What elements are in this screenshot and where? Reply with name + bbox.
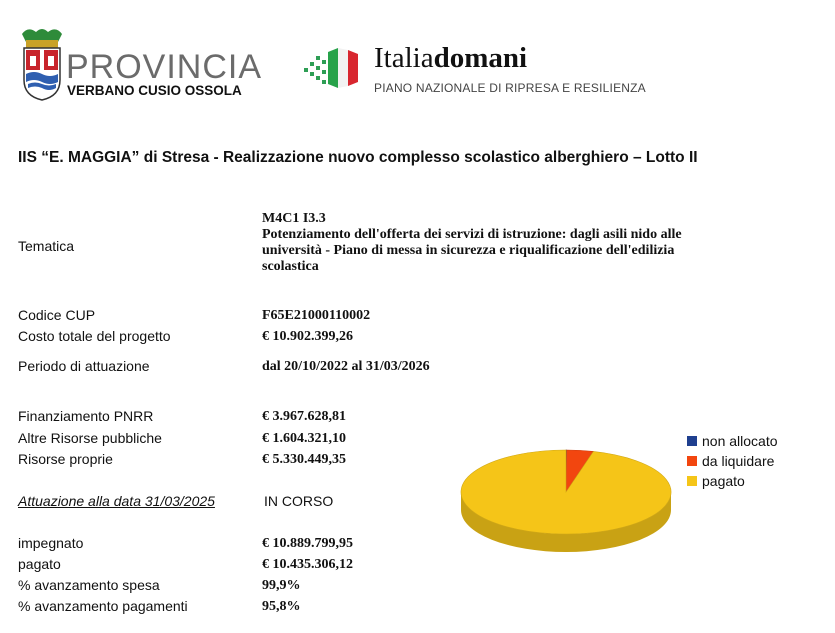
provincia-subtitle: VERBANO CUSIO OSSOLA <box>67 83 242 98</box>
legend-swatch-da-liquidare <box>687 456 697 466</box>
avanzamento-spesa-value: 99,9% <box>262 578 301 593</box>
impegnato-label: impegnato <box>18 535 84 551</box>
legend-swatch-pagato <box>687 476 697 486</box>
periodo-value: dal 20/10/2022 al 31/03/2026 <box>262 359 430 374</box>
costo-value: € 10.902.399,26 <box>262 329 353 344</box>
pnrr-label: Finanziamento PNRR <box>18 408 154 424</box>
altre-risorse-value: € 1.604.321,10 <box>262 431 346 446</box>
costo-label: Costo totale del progetto <box>18 328 171 344</box>
risorse-proprie-label: Risorse proprie <box>18 451 113 467</box>
tematica-code: M4C1 I3.3 <box>262 211 326 226</box>
attuazione-label: Attuazione alla data 31/03/2025 <box>18 493 215 509</box>
pnrr-value: € 3.967.628,81 <box>262 409 346 424</box>
cup-label: Codice CUP <box>18 307 96 323</box>
pagato-value: € 10.435.306,12 <box>262 557 353 572</box>
risorse-proprie-value: € 5.330.449,35 <box>262 452 346 467</box>
tematica-desc-line1: Potenziamento dell'offerta dei servizi di istruzione: dagli asili nido alle <box>262 227 682 242</box>
tematica-label: Tematica <box>18 238 75 254</box>
altre-risorse-label: Altre Risorse pubbliche <box>18 430 162 446</box>
avanzamento-pagamenti-label: % avanzamento pagamenti <box>18 598 188 614</box>
legend-item-da-liquidare: da liquidare <box>687 453 774 470</box>
legend-swatch-non-allocato <box>687 436 697 446</box>
provincia-crest-icon <box>14 26 70 102</box>
impegnato-value: € 10.889.799,95 <box>262 536 353 551</box>
italiadomani-subtitle: PIANO NAZIONALE DI RIPRESA E RESILIENZA <box>374 81 646 95</box>
provincia-wordmark: PROVINCIA <box>66 48 263 86</box>
avanzamento-pagamenti-value: 95,8% <box>262 599 301 614</box>
periodo-label: Periodo di attuazione <box>18 358 150 374</box>
pie-slice-pagato <box>461 450 671 534</box>
legend-item-non-allocato: non allocato <box>687 433 778 450</box>
page-title: IIS “E. MAGGIA” di Stresa - Realizzazione nuovo complesso scolastico alberghiero – Lotto II <box>18 149 698 166</box>
tematica-desc-line3: scolastica <box>262 259 319 274</box>
avanzamento-spesa-label: % avanzamento spesa <box>18 577 160 593</box>
pie-chart <box>440 440 680 580</box>
legend-item-pagato: pagato <box>687 473 745 490</box>
pagato-label: pagato <box>18 556 61 572</box>
italiadomani-wordmark: Italiadomani <box>374 42 528 74</box>
tematica-value <box>262 211 822 275</box>
attuazione-status: IN CORSO <box>264 493 334 509</box>
cup-value: F65E21000110002 <box>262 308 371 323</box>
italia-flag-icon <box>302 44 362 92</box>
tematica-desc-line2: università - Piano di messa in sicurezza e riqualificazione dell'edilizia <box>262 243 675 258</box>
